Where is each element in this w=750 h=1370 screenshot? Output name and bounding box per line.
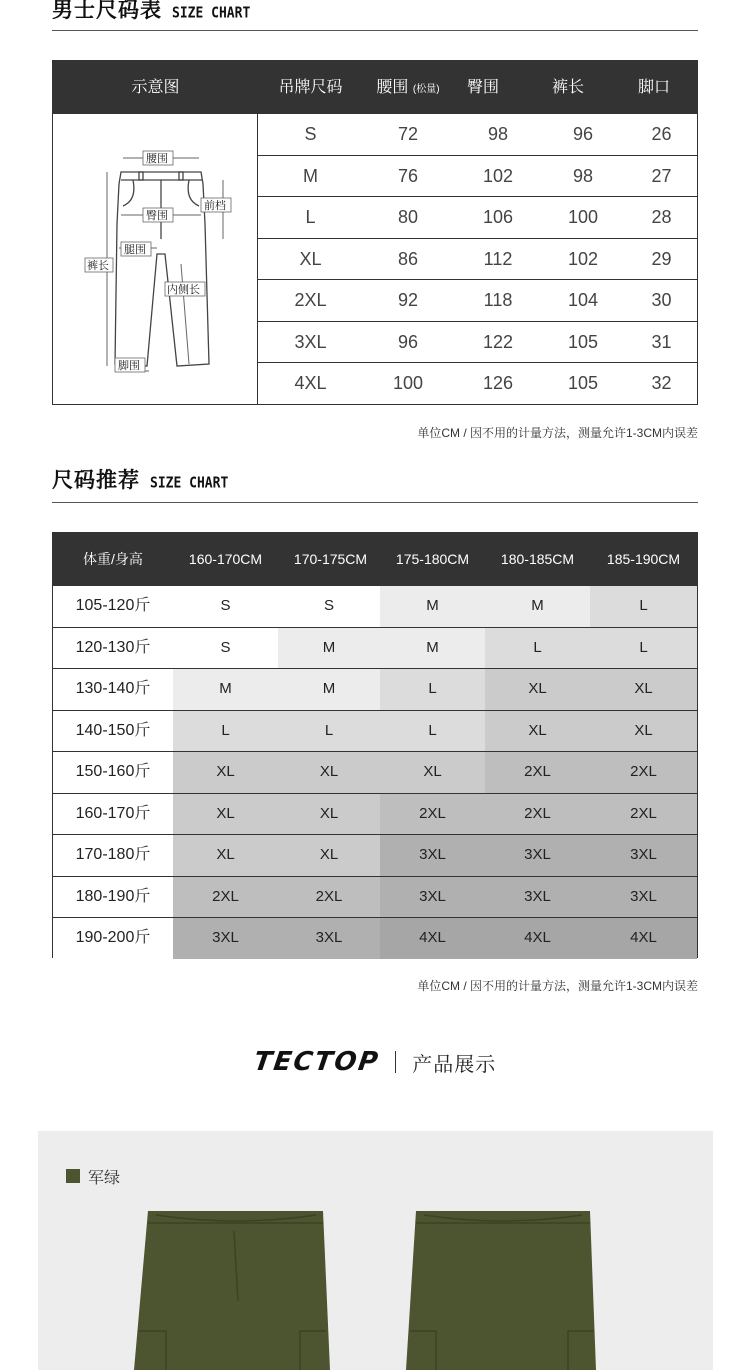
weight-label: 160-170斤 (53, 794, 173, 835)
recommend-size-cell: XL (278, 835, 380, 876)
recommend-size-cell: XL (485, 669, 590, 710)
recommend-size-cell: L (380, 711, 485, 752)
recommend-size-cell: M (278, 628, 380, 669)
size-row (258, 156, 697, 198)
size-cell: 76 (397, 165, 419, 186)
recommend-size-cell: 3XL (173, 918, 278, 959)
size-row (258, 197, 697, 239)
size-cell: 4XL (294, 373, 327, 393)
recommend-size-cell: 3XL (380, 835, 485, 876)
weight-label: 140-150斤 (53, 711, 173, 752)
weight-label: 120-130斤 (53, 628, 173, 669)
size-recommend-table (52, 532, 698, 958)
section-title-en: SIZE CHART (150, 474, 229, 493)
header-hip: 臀围 (466, 79, 499, 96)
measurement-note: 单位CM / 因不用的计量方法，测量允许1-3CM内误差 (417, 426, 698, 440)
header-height: 180-185CM (500, 551, 575, 567)
size-cell: 105 (567, 373, 599, 393)
recommend-size-cell: 2XL (173, 877, 278, 918)
section-title-cn: 男士尺码表 (52, 0, 162, 22)
recommend-row (53, 918, 697, 960)
recommend-size-cell: XL (590, 711, 697, 752)
pants-diagram (53, 114, 258, 404)
size-cell: 100 (567, 207, 599, 227)
header-length: 裤长 (551, 79, 584, 96)
section-title-recommend (52, 464, 228, 494)
size-cell: 2XL (294, 290, 327, 310)
size-cell: 32 (651, 373, 672, 393)
size-cell: 106 (482, 207, 514, 227)
recommend-size-cell: L (380, 669, 485, 710)
recommend-size-cell: 3XL (590, 835, 697, 876)
recommend-size-cell: 3XL (485, 835, 590, 876)
recommend-size-cell: L (173, 711, 278, 752)
recommend-row (53, 794, 697, 836)
recommend-size-cell: XL (278, 794, 380, 835)
recommend-size-cell: M (485, 586, 590, 627)
size-cell: 26 (651, 124, 672, 144)
recommend-size-cell: M (278, 669, 380, 710)
size-cell: 100 (392, 373, 424, 393)
size-cell: 3XL (294, 331, 327, 352)
section-title-cn: 尺码推荐 (52, 469, 140, 492)
size-cell: M (303, 165, 318, 186)
diagram-label-waist: 腰围 (146, 152, 168, 165)
recommend-size-cell: L (485, 628, 590, 669)
header-hem: 脚口 (637, 79, 670, 96)
size-cell: 72 (397, 124, 419, 144)
recommend-size-cell: 3XL (485, 877, 590, 918)
diagram-label-hip: 臀围 (146, 209, 168, 222)
size-cell: 92 (397, 290, 419, 310)
recommend-size-cell: 2XL (485, 794, 590, 835)
recommend-size-cell: 4XL (485, 918, 590, 959)
size-cell: 30 (651, 290, 672, 310)
recommend-size-cell: XL (173, 794, 278, 835)
recommend-size-cell: XL (485, 711, 590, 752)
recommend-size-cell: L (590, 628, 697, 669)
size-cell: 118 (483, 290, 513, 310)
diagram-label-length: 裤长 (87, 259, 109, 272)
recommend-size-cell: M (173, 669, 278, 710)
recommend-size-cell: 2XL (590, 752, 697, 793)
recommend-row (53, 669, 697, 711)
pants-diagram-illustration (53, 114, 258, 404)
recommend-row (53, 586, 697, 628)
size-row (258, 280, 697, 322)
size-row (258, 322, 697, 364)
recommend-size-cell: XL (278, 752, 380, 793)
size-cell: S (304, 124, 317, 144)
recommend-size-cell: S (173, 628, 278, 669)
weight-label: 150-160斤 (53, 752, 173, 793)
header-height: 185-190CM (606, 551, 681, 567)
size-cell: 102 (482, 165, 514, 186)
recommend-size-cell: XL (590, 669, 697, 710)
size-table-header (53, 61, 697, 114)
recommend-row (53, 752, 697, 794)
size-cell: 98 (487, 124, 509, 144)
diagram-label-thigh: 腿围 (124, 243, 146, 256)
recommend-size-cell: 3XL (590, 877, 697, 918)
size-cell: XL (299, 248, 322, 269)
weight-label: 190-200斤 (53, 918, 173, 959)
diagram-label-hem: 脚围 (118, 359, 140, 372)
weight-label: 105-120斤 (53, 586, 173, 627)
weight-label: 130-140斤 (53, 669, 173, 710)
size-cell: 80 (397, 207, 419, 227)
brand-logo: TECTOP (251, 1047, 382, 1077)
header-diagram: 示意图 (131, 79, 180, 96)
brand-divider (395, 1051, 396, 1073)
recommend-size-cell: M (380, 586, 485, 627)
brand-header (0, 1047, 750, 1083)
recommend-size-cell: 2XL (485, 752, 590, 793)
recommend-size-cell: L (278, 711, 380, 752)
size-cell: 28 (651, 207, 672, 227)
recommend-size-cell: 2XL (278, 877, 380, 918)
size-cell: 104 (567, 290, 599, 310)
size-table (52, 60, 698, 405)
size-row (258, 114, 697, 156)
header-waist-note: (松量) (412, 84, 440, 95)
diagram-label-inseam: 内侧长 (167, 283, 200, 296)
section-title-size-chart (52, 0, 250, 24)
recommend-row (53, 628, 697, 670)
size-cell: 102 (567, 248, 599, 269)
recommend-size-cell: XL (173, 752, 278, 793)
recommend-row (53, 835, 697, 877)
product-photo-pants (38, 1131, 713, 1370)
product-showcase (38, 1131, 713, 1370)
header-height: 175-180CM (395, 551, 470, 567)
color-name: 军绿 (88, 1170, 121, 1187)
size-cell: 105 (567, 331, 599, 352)
recommend-table-header (53, 533, 697, 586)
header-height: 160-170CM (188, 551, 263, 567)
recommend-size-cell: 3XL (278, 918, 380, 959)
header-tag-size: 吊牌尺码 (278, 79, 343, 96)
size-cell: 112 (483, 248, 513, 269)
recommend-row (53, 877, 697, 919)
section-title-en: SIZE CHART (172, 4, 251, 23)
recommend-size-cell: 4XL (380, 918, 485, 959)
recommend-size-cell: L (590, 586, 697, 627)
recommend-size-cell: 2XL (590, 794, 697, 835)
size-cell: 96 (572, 124, 594, 144)
recommend-size-cell: 2XL (380, 794, 485, 835)
section-divider (52, 30, 698, 31)
recommend-size-cell: 3XL (380, 877, 485, 918)
section-divider (52, 502, 698, 503)
size-cell: 86 (397, 248, 419, 269)
recommend-size-cell: XL (380, 752, 485, 793)
weight-label: 170-180斤 (53, 835, 173, 876)
recommend-size-cell: M (380, 628, 485, 669)
brand-label: 产品展示 (412, 1053, 497, 1076)
size-cell: 122 (482, 331, 514, 352)
recommend-size-cell: S (278, 586, 380, 627)
size-cell: 96 (397, 331, 419, 352)
size-row (258, 239, 697, 281)
size-cell: 27 (651, 165, 672, 186)
size-cell: 126 (482, 373, 514, 393)
measurement-note: 单位CM / 因不用的计量方法，测量允许1-3CM内误差 (417, 979, 698, 993)
size-cell: 98 (572, 165, 594, 186)
recommend-size-cell: 4XL (590, 918, 697, 959)
header-corner: 体重/身高 (83, 551, 143, 567)
size-cell: 29 (651, 248, 672, 269)
recommend-size-cell: XL (173, 835, 278, 876)
header-height: 170-175CM (293, 551, 368, 567)
recommend-size-cell: S (173, 586, 278, 627)
weight-label: 180-190斤 (53, 877, 173, 918)
recommend-row (53, 711, 697, 753)
header-waist: 腰围 (松量) (376, 79, 440, 96)
size-row (258, 363, 697, 405)
diagram-label-rise: 前档 (204, 199, 226, 212)
size-cell: 31 (651, 331, 672, 352)
size-cell: L (305, 207, 316, 227)
